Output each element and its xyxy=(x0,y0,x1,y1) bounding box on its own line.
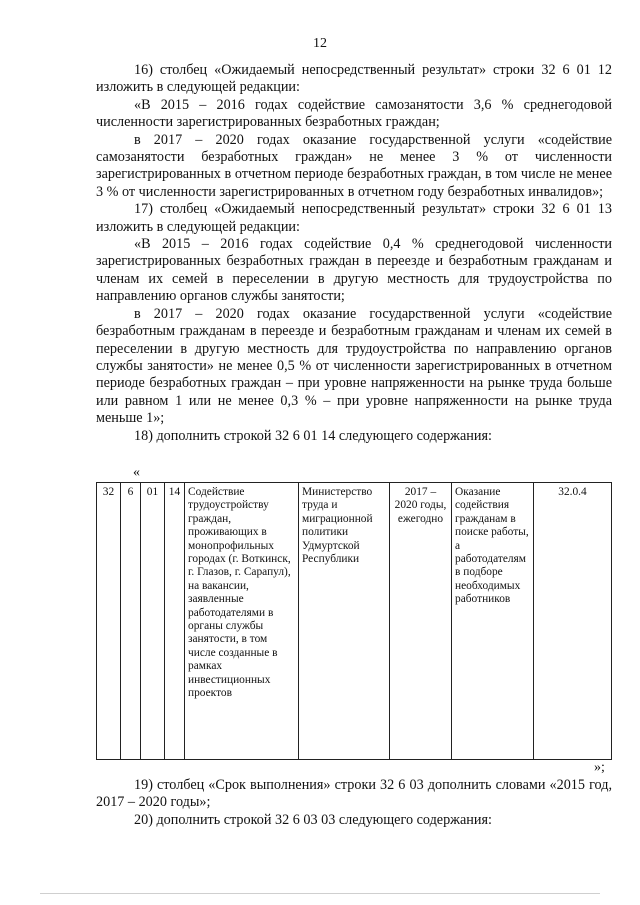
open-quote: « xyxy=(133,465,140,480)
cell-term: 2017 – 2020 годы, ежегодно xyxy=(390,483,452,760)
main-text xyxy=(96,62,612,445)
paragraph-19: 19) столбец «Срок выполнения» строки 32 6 03 дополнить словами «2015 год, 2017 – 2020 годы»; xyxy=(96,777,612,811)
close-quote: »; xyxy=(594,760,605,775)
paragraph-20: 20) дополнить строкой 32 6 03 03 следующего содержания: xyxy=(134,811,492,828)
cell-executor: Министерство труда и миграционной политики Удмуртской Республики xyxy=(299,483,390,760)
cell-code-d: 14 xyxy=(165,483,185,760)
paragraph-17-text-a: «В 2015 – 2016 годах содействие 0,4 % среднегодовой численности зарегистрированных безработных граждан в переезде и безработным гражданам и членам их семей в переселении в другую местность для трудоустройства по направлению органов службы занятости; xyxy=(96,236,612,305)
scan-footer-line xyxy=(40,893,600,894)
cell-result: Оказание содействия гражданам в поиске работы, а работодателям в подборе необходимых работников xyxy=(452,483,534,760)
cell-code-c: 01 xyxy=(141,483,165,760)
after-text xyxy=(96,777,612,829)
cell-measure: Содействие трудоустройству граждан, проживающих в монопрофильных городах (г. Воткинск, г. Глазов, г. Сарапул), на вакансии, заявленные работодателями в органы службы занятости, в том числе созданные в рамках инвестиционных проектов xyxy=(185,483,299,760)
insert-table xyxy=(96,482,612,760)
paragraph-16-text-b: в 2017 – 2020 годах оказание государственной услуги «содействие самозанятости безработных граждан» не менее 3 % от численности зарегистрированных в отчетном периоде безработных граждан, в том числе не менее 3 % от численности зарегистрированных в отчетном году безработных инвалидов»; xyxy=(96,131,612,200)
table-row xyxy=(97,483,612,760)
cell-code-b: 6 xyxy=(121,483,141,760)
paragraph-18: 18) дополнить строкой 32 6 01 14 следующего содержания: xyxy=(134,427,492,444)
paragraph-17: 17) столбец «Ожидаемый непосредственный результат» строки 32 6 01 13 изложить в следующей редакции: xyxy=(96,201,612,235)
cell-code-a: 32 xyxy=(97,483,121,760)
paragraph-16: 16) столбец «Ожидаемый непосредственный результат» строки 32 6 01 12 изложить в следующей редакции: xyxy=(96,62,612,96)
page-number: 12 xyxy=(313,36,327,51)
cell-indicator: 32.0.4 xyxy=(534,483,612,760)
paragraph-17-text-b: в 2017 – 2020 годах оказание государственной услуги «содействие безработным гражданам в переезде и безработным гражданам и членам их семей в переселении в другую местность для трудоустройства по направлению органов службы занятости» не менее 0,5 % от численности зарегистрированных в отчетном периоде безработных граждан – при уровне напряженности на рынке труда больше или равном 1 или не менее 0,3 % – при уровне напряженности на рынке труда меньше 1»; xyxy=(96,305,612,427)
paragraph-16-text-a: «В 2015 – 2016 годах содействие самозанятости 3,6 % среднегодовой численности зарегистрированных безработных граждан; xyxy=(96,96,612,131)
